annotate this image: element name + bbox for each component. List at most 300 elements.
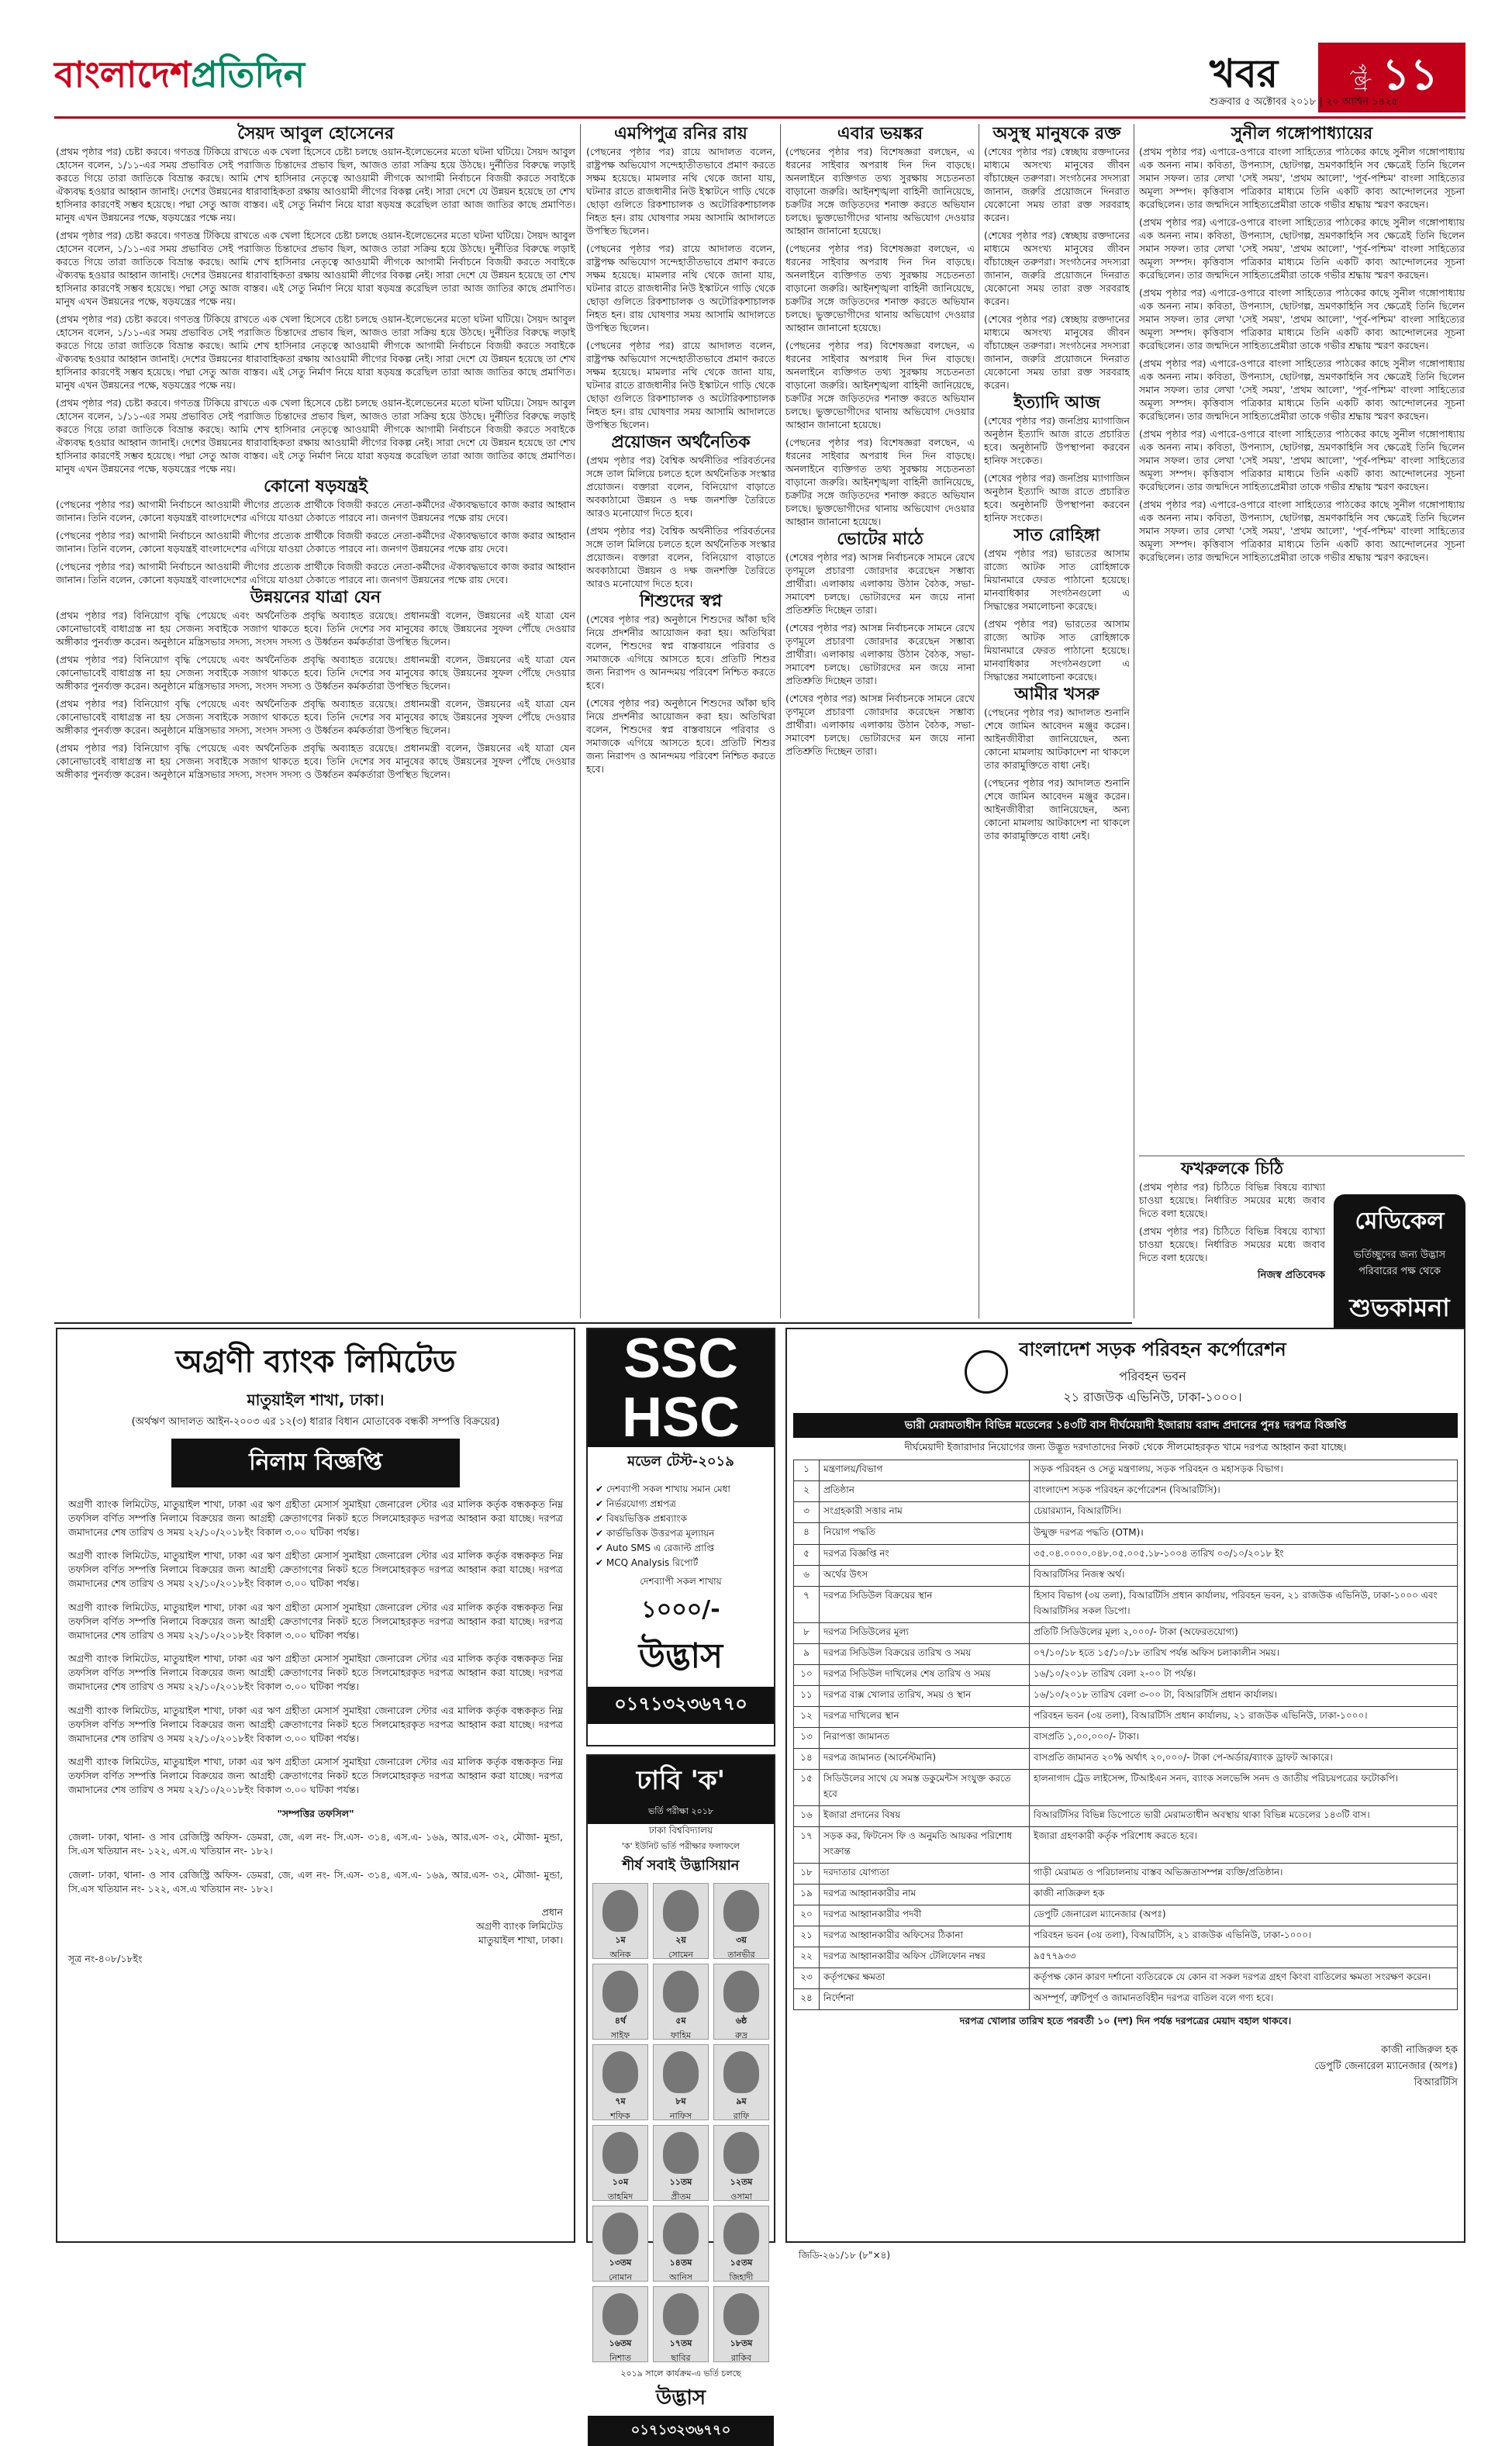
row-number: ২৩ <box>794 1968 820 1989</box>
article-title: উন্নয়নের যাত্রা যেন <box>250 587 381 607</box>
student-card <box>653 2125 709 2201</box>
row-value: কর্তৃপক্ষ কোন কারণ দর্শানো ব্যতিরেকে যে কোন বা সকল দরপত্র গ্রহণ কিংবা বাতিলের ক্ষমতা সংরক্ষণ করেন। <box>1030 1968 1458 1989</box>
student-name: নোমান <box>608 2272 633 2282</box>
row-label: নিয়োগ পদ্ধতি <box>820 1523 1030 1545</box>
article-body: (প্রথম পৃষ্ঠার পর) এপারে-ওপারে বাংলা সাহিত্যের পাঠকের কাছে সুনীল গঙ্গোপাধ্যায় এক অনন্য নাম। কবিতা, উপন্যাস, ছোটগল্প, ভ্রমণকাহিনি সব ক্ষেত্রেই তিনি ছিলেন সমান সফল। তার লেখা 'সেই সময়', 'প্রথম আলো', 'পূর্ব-পশ্চিম' বাংলা সাহিত্যের অমূল্য সম্পদ। কৃত্তিবাস পত্রিকার মাধ্যমে তিনি একটি কাব্য আন্দোলনের সূচনা করেছিলেন। তার জন্মদিনে সাহিত্যপ্রেমীরা তাকে গভীর শ্রদ্ধায় স্মরণ করছেন। <box>1139 428 1465 492</box>
row-label: দরপত্র সিডিউল দাখিলের শেষ তারিখ ও সময় <box>820 1665 1030 1686</box>
article-body: (প্রথম পৃষ্ঠার পর) বৈশ্বিক অর্থনীতির পরিবর্তনের সঙ্গে তাল মিলিয়ে চলতে হলে অর্থনৈতিক সংস্কার প্রয়োজন। বক্তারা বলেন, বিনিয়োগ বাড়াতে অবকাঠামো উন্নয়ন ও দক্ষ জনশক্তি তৈরিতে আরও মনোযোগ দিতে হবে। <box>586 454 775 519</box>
row-number: ১৯ <box>794 1885 820 1905</box>
article-body: (প্রথম পৃষ্ঠার পর) চেষ্টা করবে। গণতন্ত্র টিকিয়ে রাখতে এক খেলা হিসেবে চেষ্টা চলছে ওয়ান-ইলেভেনের মতো ঘটনা ঘটিয়ে। সৈয়দ আবুল হোসেন বলেন, ১/১১-এর সময় প্রভাবিত সেই পরাজিত চিন্তাদের প্রভাব ছিল, আজও তারা সক্রিয় হয়ে উঠছে। দুর্নীতির বিরুদ্ধে লড়াই করতে গিয়ে তারা জাতিকে বিভ্রান্ত করছে। আমি শেখ হাসিনার নেতৃত্বে আওয়ামী লীগকে আগামী নির্বাচনে বিজয়ী করতে সবাইকে ঐক্যবদ্ধ হওয়ার আহ্বান জানাই। দেশের উন্নয়নের ধারাবাহিকতা রক্ষায় আওয়ামী লীগের বিকল্প নেই। সারা দেশে যে উন্নয়ন হয়েছে তা শেখ হাসিনার কারণেই সম্ভব হয়েছে। পদ্মা সেতু আজ বাস্তব। এই সেতু নির্মাণ নিয়ে যারা ষড়যন্ত্র করেছিল তারা আজ জাতির কাছে প্রমাণিত। মানুষ এখন উন্নয়নের পক্ষে, ষড়যন্ত্রের পক্ষে নয়। <box>56 313 575 391</box>
row-value: কাজী নাজিরুল হক <box>1030 1885 1458 1905</box>
student-rank: ৩য় <box>736 1935 747 1945</box>
table-row <box>794 1827 1458 1864</box>
student-photo <box>723 2293 759 2335</box>
row-label: দরপত্র দাখিলের স্থান <box>820 1707 1030 1728</box>
tender-table <box>793 1460 1458 2010</box>
row-value: ৩৫.০৪.০০০০.০৪৮.০৫.০০৫.১৮-১০০৪ তারিখ ০৩/১০/২০১৮ ইং <box>1030 1545 1458 1566</box>
row-label: অর্থের উৎস <box>820 1566 1030 1587</box>
student-name: তাহমিদ <box>607 2192 633 2202</box>
bank-signoff: অগ্রণী ব্যাংক লিমিটেড <box>475 1920 563 1932</box>
auction-para: অগ্রণী ব্যাংক লিমিটেড, মাতুয়াইল শাখা, ঢাকা এর ঋণ গ্রহীতা মেসার্স সুমাইয়া জেনারেল স্টোর এর মালিক কর্তৃক বন্ধককৃত নিম্ন তফসিল বর্ণিত সম্পত্তি নিলামে বিক্রয়ের জন্য আগ্রহী ক্রেতাগণের নিকট হতে সিলমোহরকৃত দরপত্র আহ্বান করা যাচ্ছে। দরপত্র জমাদানের শেষ তারিখ ও সময় ২২/১০/২০১৮ইং বিকাল ৩.০০ ঘটিকা পর্যন্ত। <box>68 1498 563 1538</box>
article-body: (শেষের পৃষ্ঠার পর) আসন্ন নির্বাচনকে সামনে রেখে তৃণমূলে প্রচারণা জোরদার করেছেন সম্ভাব্য প্রার্থীরা। এলাকায় এলাকায় উঠান বৈঠক, সভা-সমাবেশ চলছে। ভোটারদের মন জয়ে নানা প্রতিশ্রুতি দিচ্ছেন তারা। <box>785 693 975 757</box>
row-value: বিআরটিসির বিভিন্ন ডিপোতে ভারী মেরামতাধীন অবস্থায় থাকা বিভিন্ন মডেলের ১৪৩টি বাস। <box>1030 1806 1458 1827</box>
sign-org: বিআরটিসি <box>1414 2077 1458 2088</box>
row-number: ৪ <box>794 1523 820 1545</box>
student-photo <box>723 1890 759 1932</box>
article-body: (শেষের পৃষ্ঠার পর) স্বেচ্ছায় রক্তদানের মাধ্যমে অসংখ্য মানুষের জীবন বাঁচাচ্ছেন তরুণরা। সংগঠনের সদস্যরা জানান, জরুরি প্রয়োজনে দিনরাত যেকোনো সময় তারা রক্ত সরবরাহ করেন। <box>984 313 1130 391</box>
student-name: আনিস <box>669 2272 692 2282</box>
auction-para: অগ্রণী ব্যাংক লিমিটেড, মাতুয়াইল শাখা, ঢাকা এর ঋণ গ্রহীতা মেসার্স সুমাইয়া জেনারেল স্টোর এর মালিক কর্তৃক বন্ধককৃত নিম্ন তফসিল বর্ণিত সম্পত্তি নিলামে বিক্রয়ের জন্য আগ্রহী ক্রেতাগণের নিকট হতে সিলমোহরকৃত দরপত্র আহ্বান করা যাচ্ছে। দরপত্র জমাদানের শেষ তারিখ ও সময় ২২/১০/২০১৮ইং বিকাল ৩.০০ ঘটিকা পর্যন্ত। <box>68 1756 563 1795</box>
student-name: রুদ্র <box>735 2030 747 2040</box>
article-title: ইত্যাদি আজ <box>1013 392 1100 413</box>
article-body: (প্রথম পৃষ্ঠার পর) এপারে-ওপারে বাংলা সাহিত্যের পাঠকের কাছে সুনীল গঙ্গোপাধ্যায় এক অনন্য নাম। কবিতা, উপন্যাস, ছোটগল্প, ভ্রমণকাহিনি সব ক্ষেত্রেই তিনি ছিলেন সমান সফল। তার লেখা 'সেই সময়', 'প্রথম আলো', 'পূর্ব-পশ্চিম' বাংলা সাহিত্যের অমূল্য সম্পদ। কৃত্তিবাস পত্রিকার মাধ্যমে তিনি একটি কাব্য আন্দোলনের সূচনা করেছিলেন। তার জন্মদিনে সাহিত্যপ্রেমীরা তাকে গভীর শ্রদ্ধায় স্মরণ করছেন। <box>1139 216 1465 281</box>
student-name: তানভীর <box>727 1950 755 1960</box>
student-name: প্রীতম <box>671 2192 691 2202</box>
row-label: দরপত্র আহ্বানকারীর অফিসের ঠিকানা <box>820 1926 1030 1947</box>
column-1 <box>56 124 575 1318</box>
student-photo <box>602 2132 638 2174</box>
row-number: ৭ <box>794 1587 820 1623</box>
row-number: ২ <box>794 1481 820 1502</box>
row-number: ২২ <box>794 1947 820 1968</box>
feature-item: ✔ নির্ভরযোগ্য প্রশ্নপত্র <box>595 1498 676 1509</box>
article-body: (শেষের পৃষ্ঠার পর) স্বেচ্ছায় রক্তদানের মাধ্যমে অসংখ্য মানুষের জীবন বাঁচাচ্ছেন তরুণরা। সংগঠনের সদস্যরা জানান, জরুরি প্রয়োজনে দিনরাত যেকোনো সময় তারা রক্ত সরবরাহ করেন। <box>984 230 1130 307</box>
article-body: (প্রথম পৃষ্ঠার পর) চিঠিতে বিভিন্ন বিষয়ে ব্যাখ্যা চাওয়া হয়েছে। নির্ধারিত সময়ের মধ্যে জবাব দিতে বলা হয়েছে। <box>1139 1225 1325 1263</box>
row-label: দরপত্র বাক্স খোলার তারিখ, সময় ও স্থান <box>820 1686 1030 1707</box>
article-body: (পেছনের পৃষ্ঠার পর) আগামী নির্বাচনে আওয়ামী লীগের প্রত্যেক প্রার্থীকে বিজয়ী করতে নেতা-কর্মীদের ঐক্যবদ্ধভাবে কাজ করার আহ্বান জানান। তিনি বলেন, কোনো ষড়যন্ত্রই বাংলাদেশের এগিয়ে যাওয়া ঠেকাতে পারবে না। জনগণ উন্নয়নের পক্ষে রায় দেবে। <box>56 499 575 523</box>
feature-item: ✔ দেশব্যাপী সকল শাখায় সমান মেধা <box>595 1484 730 1494</box>
brtc-logo-icon <box>965 1350 1008 1394</box>
dhabi-footer: ২০১৯ সালে কার্যক্রম-এ ভর্তি চলছে <box>620 2368 741 2379</box>
column-divider <box>780 124 781 1318</box>
table-row <box>794 1989 1458 2010</box>
article-body: (প্রথম পৃষ্ঠার পর) বিনিয়োগ বৃদ্ধি পেয়েছে এবং অর্থনৈতিক প্রবৃদ্ধি অব্যাহত রয়েছে। প্রধানমন্ত্রী বলেন, উন্নয়নের এই যাত্রা যেন কোনোভাবেই বাধাগ্রস্ত না হয় সেজন্য সবাইকে সজাগ থাকতে হবে। তিনি দেশের সব মানুষের কাছে উন্নয়নের সুফল পৌঁছে দেওয়ার অঙ্গীকার পুনর্ব্যক্ত করেন। অনুষ্ঠানে মন্ত্রিসভার সদস্য, সংসদ সদস্য ও উর্ধ্বতন কর্মকর্তারা উপস্থিত ছিলেন। <box>56 610 575 648</box>
student-rank: ৭ম <box>615 2096 626 2106</box>
table-row <box>794 1545 1458 1566</box>
row-label: প্রতিষ্ঠান <box>820 1481 1030 1502</box>
section-title: খবর <box>1210 50 1279 96</box>
bank-auction-ad <box>56 1328 575 2243</box>
table-row <box>794 1460 1458 1481</box>
row-label: দরপত্র আহ্বানকারীর পদবী <box>820 1905 1030 1926</box>
article-title: সৈয়দ আবুল হোসেনের <box>237 123 394 143</box>
row-number: ১১ <box>794 1686 820 1707</box>
table-row <box>794 1686 1458 1707</box>
student-card <box>592 2206 648 2282</box>
row-number: ৮ <box>794 1623 820 1644</box>
brtc-banner: ভারী মেরামতাধীন বিভিন্ন মডেলের ১৪৩টি বাস দীর্ঘমেয়াদী ইজারায় বরাদ্দ প্রদানের পুনঃ দরপত্র বিজ্ঞপ্তি <box>793 1413 1458 1438</box>
medical-wish: শুভকামনা <box>1349 1293 1450 1322</box>
feature-item: ✔ কার্ভভিত্তিক উত্তরপত্র মূল্যায়ন <box>595 1528 715 1539</box>
page-number: ১১ <box>1382 50 1438 100</box>
student-card <box>592 2286 648 2362</box>
dhabi-header <box>588 1756 774 1824</box>
student-name: ছাবির <box>671 2353 691 2363</box>
student-photo <box>663 2132 699 2174</box>
row-label: দরপত্র জামানত (আর্নেস্টমানি) <box>820 1749 1030 1770</box>
article-body: (পেছনের পৃষ্ঠার পর) বিশেষজ্ঞরা বলছেন, এ ধরনের সাইবার অপরাধ দিন দিন বাড়ছে। অনলাইনে ব্যক্তিগত তথ্য সুরক্ষায় সচেতনতা বাড়ানো জরুরি। আইনশৃঙ্খলা বাহিনী জানিয়েছে, চক্রটির সঙ্গে জড়িতদের শনাক্ত করতে অভিযান চলছে। ভুক্তভোগীদের থানায় অভিযোগ দেওয়ার আহ্বান জানানো হয়েছে। <box>785 146 975 237</box>
article-body: (পেছনের পৃষ্ঠার পর) আদালত শুনানি শেষে জামিন আবেদন মঞ্জুর করেন। আইনজীবীরা জানিয়েছেন, অন্য কোনো মামলায় আটকাদেশ না থাকলে তার কারামুক্তিতে বাধা নেই। <box>984 777 1130 841</box>
column-4 <box>984 124 1130 1442</box>
ssc-line1: SSC <box>623 1328 739 1390</box>
row-label: ইজারা প্রদানের বিষয় <box>820 1806 1030 1827</box>
student-card <box>592 1883 648 1959</box>
brtc-name: বাংলাদেশ সড়ক পরিবহন কর্পোরেশন <box>1019 1339 1286 1360</box>
page-label: পৃষ্ঠা <box>1350 64 1370 92</box>
article-body: (শেষের পৃষ্ঠার পর) জনপ্রিয় ম্যাগাজিন অনুষ্ঠান ইত্যাদি আজ রাতে প্রচারিত হবে। অনুষ্ঠানটি উপস্থাপনা করবেন হানিফ সংকেত। <box>984 472 1130 523</box>
auction-para: অগ্রণী ব্যাংক লিমিটেড, মাতুয়াইল শাখা, ঢাকা এর ঋণ গ্রহীতা মেসার্স সুমাইয়া জেনারেল স্টোর এর মালিক কর্তৃক বন্ধককৃত নিম্ন তফসিল বর্ণিত সম্পত্তি নিলামে বিক্রয়ের জন্য আগ্রহী ক্রেতাগণের নিকট হতে সিলমোহরকৃত দরপত্র আহ্বান করা যাচ্ছে। দরপত্র জমাদানের শেষ তারিখ ও সময় ২২/১০/২০১৮ইং বিকাল ৩.০০ ঘটিকা পর্যন্ত। <box>68 1653 563 1692</box>
row-number: ১৫ <box>794 1770 820 1806</box>
dhabi-sub1: ভর্তি পরীক্ষা ২০১৮ <box>648 1806 713 1816</box>
auction-body <box>57 1498 574 1967</box>
auction-heading: নিলাম বিজ্ঞপ্তি <box>171 1439 460 1487</box>
student-card <box>713 2206 769 2282</box>
student-grid <box>588 1878 774 2367</box>
column-2 <box>586 124 775 1318</box>
row-value: হিসাব বিভাগ (৩য় তলা), বিআরটিসি প্রধান কার্যালয়, পরিবহন ভবন, ২১ রাজউক এভিনিউ, ঢাকা-১০০০ এবং বিআরটিসির সকল ডিপো। <box>1030 1587 1458 1623</box>
student-name: রাফি <box>733 2111 750 2121</box>
medical-title: মেডিকেল <box>1355 1207 1445 1235</box>
row-number: ৬ <box>794 1566 820 1587</box>
price: ১০০০/- <box>641 1596 720 1623</box>
article-body: (প্রথম পৃষ্ঠার পর) চিঠিতে বিভিন্ন বিষয়ে ব্যাখ্যা চাওয়া হয়েছে। নির্ধারিত সময়ের মধ্যে জবাব দিতে বলা হয়েছে। <box>1139 1181 1325 1219</box>
student-name: ফাহিম <box>670 2030 692 2040</box>
student-rank: ১৭তম <box>669 2338 692 2348</box>
table-row <box>794 1947 1458 1968</box>
row-label: নির্দেশনা <box>820 1989 1030 2010</box>
row-value: সড়ক পরিবহন ও সেতু মন্ত্রণালয়, সড়ক পরিবহন ও মহাসড়ক বিভাগ। <box>1030 1460 1458 1481</box>
brtc-header <box>793 1335 1458 1408</box>
row-label: দরপত্র বিজ্ঞপ্তি নং <box>820 1545 1030 1566</box>
article-body: (শেষের পৃষ্ঠার পর) স্বেচ্ছায় রক্তদানের মাধ্যমে অসংখ্য মানুষের জীবন বাঁচাচ্ছেন তরুণরা। সংগঠনের সদস্যরা জানান, জরুরি প্রয়োজনে দিনরাত যেকোনো সময় তারা রক্ত সরবরাহ করেন। <box>984 146 1130 223</box>
article-body: (প্রথম পৃষ্ঠার পর) বিনিয়োগ বৃদ্ধি পেয়েছে এবং অর্থনৈতিক প্রবৃদ্ধি অব্যাহত রয়েছে। প্রধানমন্ত্রী বলেন, উন্নয়নের এই যাত্রা যেন কোনোভাবেই বাধাগ্রস্ত না হয় সেজন্য সবাইকে সজাগ থাকতে হবে। তিনি দেশের সব মানুষের কাছে উন্নয়নের সুফল পৌঁছে দেওয়ার অঙ্গীকার পুনর্ব্যক্ত করেন। অনুষ্ঠানে মন্ত্রিসভার সদস্য, সংসদ সদস্য ও উর্ধ্বতন কর্মকর্তারা উপস্থিত ছিলেন। <box>56 698 575 736</box>
student-rank: ১১তম <box>669 2177 692 2187</box>
table-row <box>794 1864 1458 1885</box>
article-body: (প্রথম পৃষ্ঠার পর) বিনিয়োগ বৃদ্ধি পেয়েছে এবং অর্থনৈতিক প্রবৃদ্ধি অব্যাহত রয়েছে। প্রধানমন্ত্রী বলেন, উন্নয়নের এই যাত্রা যেন কোনোভাবেই বাধাগ্রস্ত না হয় সেজন্য সবাইকে সজাগ থাকতে হবে। তিনি দেশের সব মানুষের কাছে উন্নয়নের সুফল পৌঁছে দেওয়ার অঙ্গীকার পুনর্ব্যক্ত করেন। অনুষ্ঠানে মন্ত্রিসভার সদস্য, সংসদ সদস্য ও উর্ধ্বতন কর্মকর্তারা উপস্থিত ছিলেন। <box>56 742 575 780</box>
article-title: প্রয়োজন অর্থনৈতিক <box>611 432 751 452</box>
article-body: (পেছনের পৃষ্ঠার পর) রায়ে আদালত বলেন, রাষ্ট্রপক্ষ অভিযোগ সন্দেহাতীতভাবে প্রমাণ করতে সক্ষম হয়েছে। মামলার নথি থেকে জানা যায়, ঘটনার রাতে রাজধানীর নিউ ইস্কাটনে গাড়ি থেকে ছোড়া গুলিতে রিকশাচালক ও অটোরিকশাচালক নিহত হন। রায় ঘোষণার সময় আসামি আদালতে উপস্থিত ছিলেন। <box>586 243 775 333</box>
row-value: ১৬/১০/২০১৮ তারিখ বেলা ৩-০০ টা, বিআরটিসি প্রধান কার্যালয়। <box>1030 1686 1458 1707</box>
student-rank: ৪র্থ <box>614 2016 627 2026</box>
article-byline: নিজস্ব প্রতিবেদক <box>1257 1270 1325 1281</box>
row-label: দরপত্র সিডিউল বিক্রয়ের তারিখ ও সময় <box>820 1644 1030 1665</box>
student-card <box>592 2125 648 2201</box>
row-value: ১৬/১০/২০১৮ তারিখ বেলা ২-০০ টা পর্যন্ত। <box>1030 1665 1458 1686</box>
row-number: ১ <box>794 1460 820 1481</box>
logo-green: প্রতিদিন <box>191 54 306 95</box>
table-row <box>794 1905 1458 1926</box>
article-body: (পেছনের পৃষ্ঠার পর) রায়ে আদালত বলেন, রাষ্ট্রপক্ষ অভিযোগ সন্দেহাতীতভাবে প্রমাণ করতে সক্ষম হয়েছে। মামলার নথি থেকে জানা যায়, ঘটনার রাতে রাজধানীর নিউ ইস্কাটনে গাড়ি থেকে ছোড়া গুলিতে রিকশাচালক ও অটোরিকশাচালক নিহত হন। রায় ঘোষণার সময় আসামি আদালতে উপস্থিত ছিলেন। <box>586 340 775 430</box>
bank-name: অগ্রণী ব্যাংক লিমিটেড <box>175 1343 456 1380</box>
student-name: সাইফ <box>610 2030 630 2040</box>
row-label: কর্তৃপক্ষের ক্ষমতা <box>820 1968 1030 1989</box>
student-photo <box>602 1890 638 1932</box>
row-number: ১৪ <box>794 1749 820 1770</box>
row-value: ইজারা গ্রহণকারী কর্তৃক পরিশোধ করতে হবে। <box>1030 1827 1458 1864</box>
row-value: ০৭/১০/১৮ হতে ১৫/১০/১৮ তারিখ পর্যন্ত অফিস চলাকালীন সময়। <box>1030 1644 1458 1665</box>
student-card <box>653 2286 709 2362</box>
schedule-title: "সম্পত্তির তফসিল" <box>277 1807 354 1819</box>
bank-branch: মাতুয়াইল শাখা, ঢাকা। <box>247 1391 385 1409</box>
student-photo <box>602 2293 638 2335</box>
student-card <box>713 1883 769 1959</box>
row-value: বিআরটিসির নিজস্ব অর্থ। <box>1030 1566 1458 1587</box>
dhabi-sub3: 'ক' ইউনিট ভর্তি পরীক্ষার ফলাফলে <box>621 1841 740 1851</box>
student-card <box>713 2125 769 2201</box>
article-body: (শেষের পৃষ্ঠার পর) জনপ্রিয় ম্যাগাজিন অনুষ্ঠান ইত্যাদি আজ রাতে প্রচারিত হবে। অনুষ্ঠানটি উপস্থাপনা করবেন হানিফ সংকেত। <box>984 415 1130 466</box>
article-body: (প্রথম পৃষ্ঠার পর) এপারে-ওপারে বাংলা সাহিত্যের পাঠকের কাছে সুনীল গঙ্গোপাধ্যায় এক অনন্য নাম। কবিতা, উপন্যাস, ছোটগল্প, ভ্রমণকাহিনি সব ক্ষেত্রেই তিনি ছিলেন সমান সফল। তার লেখা 'সেই সময়', 'প্রথম আলো', 'পূর্ব-পশ্চিম' বাংলা সাহিত্যের অমূল্য সম্পদ। কৃত্তিবাস পত্রিকার মাধ্যমে তিনি একটি কাব্য আন্দোলনের সূচনা করেছিলেন। তার জন্মদিনে সাহিত্যপ্রেমীরা তাকে গভীর শ্রদ্ধায় স্মরণ করছেন। <box>1139 146 1465 210</box>
article-body: (প্রথম পৃষ্ঠার পর) এপারে-ওপারে বাংলা সাহিত্যের পাঠকের কাছে সুনীল গঙ্গোপাধ্যায় এক অনন্য নাম। কবিতা, উপন্যাস, ছোটগল্প, ভ্রমণকাহিনি সব ক্ষেত্রেই তিনি ছিলেন সমান সফল। তার লেখা 'সেই সময়', 'প্রথম আলো', 'পূর্ব-পশ্চিম' বাংলা সাহিত্যের অমূল্য সম্পদ। কৃত্তিবাস পত্রিকার মাধ্যমে তিনি একটি কাব্য আন্দোলনের সূচনা করেছিলেন। তার জন্মদিনে সাহিত্যপ্রেমীরা তাকে গভীর শ্রদ্ধায় স্মরণ করছেন। <box>1139 499 1465 563</box>
schedule-body: জেলা- ঢাকা, থানা- ও সাব রেজিস্ট্রি অফিস- ডেমরা, জে, এল নং- সি.এস- ৩১৪, এস.এ- ১৬৯, আর.এস- ৩২, মৌজা- মুন্ডা, সি.এস খতিয়ান নং- ১২২, এস.এ খতিয়ান নং- ১৮২। <box>68 1868 563 1895</box>
article-body: (পেছনের পৃষ্ঠার পর) রায়ে আদালত বলেন, রাষ্ট্রপক্ষ অভিযোগ সন্দেহাতীতভাবে প্রমাণ করতে সক্ষম হয়েছে। মামলার নথি থেকে জানা যায়, ঘটনার রাতে রাজধানীর নিউ ইস্কাটনে গাড়ি থেকে ছোড়া গুলিতে রিকশাচালক ও অটোরিকশাচালক নিহত হন। রায় ঘোষণার সময় আসামি আদালতে উপস্থিত ছিলেন। <box>586 146 775 237</box>
article-body: (প্রথম পৃষ্ঠার পর) চেষ্টা করবে। গণতন্ত্র টিকিয়ে রাখতে এক খেলা হিসেবে চেষ্টা চলছে ওয়ান-ইলেভেনের মতো ঘটনা ঘটিয়ে। সৈয়দ আবুল হোসেন বলেন, ১/১১-এর সময় প্রভাবিত সেই পরাজিত চিন্তাদের প্রভাব ছিল, আজও তারা সক্রিয় হয়ে উঠছে। দুর্নীতির বিরুদ্ধে লড়াই করতে গিয়ে তারা জাতিকে বিভ্রান্ত করছে। আমি শেখ হাসিনার নেতৃত্বে আওয়ামী লীগকে আগামী নির্বাচনে বিজয়ী করতে সবাইকে ঐক্যবদ্ধ হওয়ার আহ্বান জানাই। দেশের উন্নয়নের ধারাবাহিকতা রক্ষায় আওয়ামী লীগের বিকল্প নেই। সারা দেশে যে উন্নয়ন হয়েছে তা শেখ হাসিনার কারণেই সম্ভব হয়েছে। পদ্মা সেতু আজ বাস্তব। এই সেতু নির্মাণ নিয়ে যারা ষড়যন্ত্র করেছিল তারা আজ জাতির কাছে প্রমাণিত। মানুষ এখন উন্নয়নের পক্ষে, ষড়যন্ত্রের পক্ষে নয়। <box>56 230 575 307</box>
article-body: (শেষের পৃষ্ঠার পর) আসন্ন নির্বাচনকে সামনে রেখে তৃণমূলে প্রচারণা জোরদার করেছেন সম্ভাব্য প্রার্থীরা। এলাকায় এলাকায় উঠান বৈঠক, সভা-সমাবেশ চলছে। ভোটারদের মন জয়ে নানা প্রতিশ্রুতি দিচ্ছেন তারা। <box>785 622 975 686</box>
brtc-tender-ad <box>785 1328 1465 2243</box>
logo-red: বাংলাদেশ <box>54 54 192 95</box>
student-rank: ১৮তম <box>730 2338 753 2348</box>
article-body: (প্রথম পৃষ্ঠার পর) ভারতের আসাম রাজ্যে আটক সাত রোহিঙ্গাকে মিয়ানমারে ফেরত পাঠানো হয়েছে। মানবাধিকার সংগঠনগুলো এ সিদ্ধান্তের সমালোচনা করেছে। <box>984 618 1130 682</box>
ssc-banner <box>588 1329 774 1447</box>
article-body: (পেছনের পৃষ্ঠার পর) বিশেষজ্ঞরা বলছেন, এ ধরনের সাইবার অপরাধ দিন দিন বাড়ছে। অনলাইনে ব্যক্তিগত তথ্য সুরক্ষায় সচেতনতা বাড়ানো জরুরি। আইনশৃঙ্খলা বাহিনী জানিয়েছে, চক্রটির সঙ্গে জড়িতদের শনাক্ত করতে অভিযান চলছে। ভুক্তভোগীদের থানায় অভিযোগ দেওয়ার আহ্বান জানানো হয়েছে। <box>785 243 975 333</box>
dhabi-phone: ০১৭১৩২৩৬৭৭০ <box>588 2416 774 2446</box>
price-label: দেশব্যাপী সকল শাখায় <box>640 1576 722 1587</box>
ad-ref: জিডি-২৬১/১৮ (৮"×৪) <box>799 2250 891 2261</box>
ssc-line2: HSC <box>621 1387 740 1449</box>
student-rank: ১২তম <box>730 2177 753 2187</box>
row-label: মন্ত্রণালয়/বিভাগ <box>820 1460 1030 1481</box>
row-label: সড়ক কর, ফিটনেস ফি ও অনুমতি আয়কর পরিশোধ সংক্রান্ত <box>820 1827 1030 1864</box>
student-name: সোমেন <box>668 1950 693 1960</box>
student-photo <box>723 1971 759 2012</box>
student-name: জিহাদী <box>729 2272 754 2282</box>
row-value: পরিবহন ভবন (৩য় তলা), বিআরটিসি, ২১ রাজউক এভিনিউ, ঢাকা-১০০০। <box>1030 1926 1458 1947</box>
row-number: ৯ <box>794 1644 820 1665</box>
article-body: (প্রথম পৃষ্ঠার পর) চেষ্টা করবে। গণতন্ত্র টিকিয়ে রাখতে এক খেলা হিসেবে চেষ্টা চলছে ওয়ান-ইলেভেনের মতো ঘটনা ঘটিয়ে। সৈয়দ আবুল হোসেন বলেন, ১/১১-এর সময় প্রভাবিত সেই পরাজিত চিন্তাদের প্রভাব ছিল, আজও তারা সক্রিয় হয়ে উঠছে। দুর্নীতির বিরুদ্ধে লড়াই করতে গিয়ে তারা জাতিকে বিভ্রান্ত করছে। আমি শেখ হাসিনার নেতৃত্বে আওয়ামী লীগকে আগামী নির্বাচনে বিজয়ী করতে সবাইকে ঐক্যবদ্ধ হওয়ার আহ্বান জানাই। দেশের উন্নয়নের ধারাবাহিকতা রক্ষায় আওয়ামী লীগের বিকল্প নেই। সারা দেশে যে উন্নয়ন হয়েছে তা শেখ হাসিনার কারণেই সম্ভব হয়েছে। পদ্মা সেতু আজ বাস্তব। এই সেতু নির্মাণ নিয়ে যারা ষড়যন্ত্র করেছিল তারা আজ জাতির কাছে প্রমাণিত। মানুষ এখন উন্নয়নের পক্ষে, ষড়যন্ত্রের পক্ষে নয়। <box>56 146 575 223</box>
article-title: সাত রোহিঙ্গা <box>1013 525 1100 545</box>
article-body: (প্রথম পৃষ্ঠার পর) ভারতের আসাম রাজ্যে আটক সাত রোহিঙ্গাকে মিয়ানমারে ফেরত পাঠানো হয়েছে। মানবাধিকার সংগঠনগুলো এ সিদ্ধান্তের সমালোচনা করেছে। <box>984 548 1130 612</box>
student-rank: ১৩তম <box>609 2258 632 2268</box>
dateline: শুক্রবার ৫ অক্টোবর ২০১৮ | ২০ আশ্বিন ১৪২৫ <box>1210 96 1398 108</box>
row-label: দরপত্র সিডিউল বিক্রয়ের স্থান <box>820 1587 1030 1623</box>
student-photo <box>663 1890 699 1932</box>
dhabi-brand: উদ্ভাস <box>655 2386 706 2410</box>
student-name: রাকিব <box>730 2353 752 2363</box>
column-5 <box>1139 124 1465 1148</box>
bank-signoff: প্রধান <box>541 1906 563 1918</box>
row-value: হালনাগাদ ট্রেড লাইসেন্স, টিআইএন সনদ, ব্যাংক সলভেন্সি সনদ ও জাতীয় পরিচয়পত্রের ফটোকপি। <box>1030 1770 1458 1806</box>
student-rank: ১৫তম <box>730 2258 753 2268</box>
article-title: অসুস্থ মানুষকে রক্ত <box>992 123 1121 143</box>
table-row <box>794 1481 1458 1502</box>
student-name: অনিক <box>609 1950 631 1960</box>
phone: ০১৭১৩২৩৬৭৭০ <box>588 1687 774 1724</box>
schedule-body: জেলা- ঢাকা, থানা- ও সাব রেজিস্ট্রি অফিস- ডেমরা, জে, এল নং- সি.এস- ৩১৪, এস.এ- ১৬৯, আর.এস- ৩২, মৌজা- মুন্ডা, সি.এস খতিয়ান নং- ১২২, এস.এ খতিয়ান নং- ১৮২। <box>68 1831 563 1857</box>
masthead-logo <box>54 48 305 107</box>
row-number: ৫ <box>794 1545 820 1566</box>
article-title: সুনীল গঙ্গোপাধ্যায়ের <box>1231 123 1373 143</box>
article-body: (প্রথম পৃষ্ঠার পর) এপারে-ওপারে বাংলা সাহিত্যের পাঠকের কাছে সুনীল গঙ্গোপাধ্যায় এক অনন্য নাম। কবিতা, উপন্যাস, ছোটগল্প, ভ্রমণকাহিনি সব ক্ষেত্রেই তিনি ছিলেন সমান সফল। তার লেখা 'সেই সময়', 'প্রথম আলো', 'পূর্ব-পশ্চিম' বাংলা সাহিত্যের অমূল্য সম্পদ। কৃত্তিবাস পত্রিকার মাধ্যমে তিনি একটি কাব্য আন্দোলনের সূচনা করেছিলেন। তার জন্মদিনে সাহিত্যপ্রেমীরা তাকে গভীর শ্রদ্ধায় স্মরণ করছেন। <box>1139 287 1465 351</box>
table-row <box>794 1707 1458 1728</box>
row-label: দরপত্র সিডিউলের মূল্য <box>820 1623 1030 1644</box>
row-number: ১০ <box>794 1665 820 1686</box>
student-rank: ৫ম <box>675 2016 686 2026</box>
article-title: কোনো ষড়যন্ত্রই <box>264 476 368 496</box>
article-title: আমীর খসরু <box>1014 684 1099 704</box>
row-value: প্রতিটি সিডিউলের মূল্য ২,০০০/- টাকা (অফেরতযোগ্য) <box>1030 1623 1458 1644</box>
dhabi-title: ঢাবি 'ক' <box>636 1765 726 1796</box>
medical-sub: ভর্তিচ্ছুদের জন্য উদ্ভাস পরিবারের পক্ষ থেকে <box>1353 1249 1446 1277</box>
article-body: (পেছনের পৃষ্ঠার পর) বিশেষজ্ঞরা বলছেন, এ ধরনের সাইবার অপরাধ দিন দিন বাড়ছে। অনলাইনে ব্যক্তিগত তথ্য সুরক্ষায় সচেতনতা বাড়ানো জরুরি। আইনশৃঙ্খলা বাহিনী জানিয়েছে, চক্রটির সঙ্গে জড়িতদের শনাক্ত করতে অভিযান চলছে। ভুক্তভোগীদের থানায় অভিযোগ দেওয়ার আহ্বান জানানো হয়েছে। <box>785 340 975 430</box>
row-value: গাড়ী মেরামত ও পরিচালনায় বাস্তব অভিজ্ঞতাসম্পন্ন ব্যক্তি/প্রতিষ্ঠান। <box>1030 1864 1458 1885</box>
student-card <box>653 1964 709 2040</box>
row-value: চেয়ারম্যান, বিআরটিসি। <box>1030 1502 1458 1523</box>
row-value: বাসপ্রতি জামানত ২০% অর্থাৎ ২০,০০০/- টাকা পে-অর্ডার/ব্যাংক ড্রাফট আকারে। <box>1030 1749 1458 1770</box>
row-number: ২১ <box>794 1926 820 1947</box>
student-card <box>713 2286 769 2362</box>
table-row <box>794 1968 1458 1989</box>
table-row <box>794 1623 1458 1644</box>
student-rank: ৮ম <box>675 2096 686 2106</box>
article-title: এমপিপুত্র রনির রায় <box>614 123 747 143</box>
brtc-intro: দীর্ঘমেয়াদী ইজারাদার নিয়োগের জন্য উদ্ভূত দরদাতাদের নিকট থেকে সীলমোহরকৃত খামে দরপত্র আহ্বান করা যাচ্ছে। <box>904 1441 1347 1453</box>
article-title: ভোটের মাঠে <box>837 529 923 549</box>
bank-note: (অর্থঋণ আদালত আইন-২০০৩ এর ১২(৩) ধারার বিধান মোতাবেক বন্ধকী সম্পত্তি বিক্রয়ের) <box>131 1416 500 1428</box>
row-number: ১৮ <box>794 1864 820 1885</box>
feature-item: ✔ বিষয়ভিত্তিক প্রশ্নব্যাংক <box>595 1513 687 1524</box>
table-row <box>794 1665 1458 1686</box>
student-rank: ১ম <box>615 1935 626 1945</box>
article-body: (শেষের পৃষ্ঠার পর) অনুষ্ঠানে শিশুদের আঁকা ছবি নিয়ে প্রদর্শনীর আয়োজন করা হয়। অতিথিরা বলেন, শিশুদের স্বপ্ন বাস্তবায়নে পরিবার ও সমাজকে এগিয়ে আসতে হবে। প্রতিটি শিশুর জন্য নিরাপদ ও আনন্দময় পরিবেশ নিশ্চিত করতে হবে। <box>586 613 775 691</box>
article-title: শিশুদের স্বপ্ন <box>639 591 723 611</box>
article-body: (পেছনের পৃষ্ঠার পর) আগামী নির্বাচনে আওয়ামী লীগের প্রত্যেক প্রার্থীকে বিজয়ী করতে নেতা-কর্মীদের ঐক্যবদ্ধভাবে কাজ করার আহ্বান জানান। তিনি বলেন, কোনো ষড়যন্ত্রই বাংলাদেশের এগিয়ে যাওয়া ঠেকাতে পারবে না। জনগণ উন্নয়নের পক্ষে রায় দেবে। <box>56 530 575 554</box>
article-body: (শেষের পৃষ্ঠার পর) অনুষ্ঠানে শিশুদের আঁকা ছবি নিয়ে প্রদর্শনীর আয়োজন করা হয়। অতিথিরা বলেন, শিশুদের স্বপ্ন বাস্তবায়নে পরিবার ও সমাজকে এগিয়ে আসতে হবে। প্রতিটি শিশুর জন্য নিরাপদ ও আনন্দময় পরিবেশ নিশ্চিত করতে হবে। <box>586 697 775 775</box>
student-rank: ৬ষ্ঠ <box>735 2016 747 2026</box>
auction-para: অগ্রণী ব্যাংক লিমিটেড, মাতুয়াইল শাখা, ঢাকা এর ঋণ গ্রহীতা মেসার্স সুমাইয়া জেনারেল স্টোর এর মালিক কর্তৃক বন্ধককৃত নিম্ন তফসিল বর্ণিত সম্পত্তি নিলামে বিক্রয়ের জন্য আগ্রহী ক্রেতাগণের নিকট হতে সিলমোহরকৃত দরপত্র আহ্বান করা যাচ্ছে। দরপত্র জমাদানের শেষ তারিখ ও সময় ২২/১০/২০১৮ইং বিকাল ৩.০০ ঘটিকা পর্যন্ত। <box>68 1549 563 1589</box>
student-name: শফিক <box>610 2111 630 2121</box>
table-row <box>794 1644 1458 1665</box>
row-value: বাংলাদেশ সড়ক পরিবহন কর্পোরেশন (বিআরটিসি)। <box>1030 1481 1458 1502</box>
dhabi-headline: শীর্ষ সবাই উদ্ভাসিয়ান <box>622 1857 740 1874</box>
row-value: ডেপুটি জেনারেল ম্যানেজার (অপঃ) <box>1030 1905 1458 1926</box>
brtc-footer: দরপত্র খোলার তারিখ হতে পরবর্তী ১০ (দশ) দিন পর্যন্ত দরপত্রের মেয়াদ বহাল থাকবে। <box>959 2015 1292 2026</box>
student-photo <box>663 2051 699 2093</box>
table-row <box>794 1587 1458 1623</box>
student-photo <box>663 1971 699 2012</box>
student-rank: ১৪তম <box>669 2258 692 2268</box>
bank-ref: সূত্র নং-৪০৮/১৮ইং <box>68 1953 143 1964</box>
row-label: সিডিউলের সাথে যে সমস্ত ডকুমেন্টস সংযুক্ত করতে হবে <box>820 1770 1030 1806</box>
masthead-rule <box>54 116 1465 119</box>
article-body: (পেছনের পৃষ্ঠার পর) আগামী নির্বাচনে আওয়ামী লীগের প্রত্যেক প্রার্থীকে বিজয়ী করতে নেতা-কর্মীদের ঐক্যবদ্ধভাবে কাজ করার আহ্বান জানান। তিনি বলেন, কোনো ষড়যন্ত্রই বাংলাদেশের এগিয়ে যাওয়া ঠেকাতে পারবে না। জনগণ উন্নয়নের পক্ষে রায় দেবে। <box>56 561 575 586</box>
article-body: (প্রথম পৃষ্ঠার পর) বৈশ্বিক অর্থনীতির পরিবর্তনের সঙ্গে তাল মিলিয়ে চলতে হলে অর্থনৈতিক সংস্কার প্রয়োজন। বক্তারা বলেন, বিনিয়োগ বাড়াতে অবকাঠামো উন্নয়ন ও দক্ষ জনশক্তি তৈরিতে আরও মনোযোগ দিতে হবে। <box>586 525 775 589</box>
brtc-address: ২১ রাজউক এভিনিউ, ঢাকা-১০০০। <box>1063 1390 1242 1404</box>
student-card <box>713 2044 769 2120</box>
table-row <box>794 1926 1458 1947</box>
student-card <box>653 2206 709 2282</box>
row-value: অসম্পূর্ণ, ত্রুটিপূর্ণ ও জামানতবিহীন দরপত্র বাতিল বলে গণ্য হবে। <box>1030 1989 1458 2010</box>
table-row <box>794 1770 1458 1806</box>
auction-para: অগ্রণী ব্যাংক লিমিটেড, মাতুয়াইল শাখা, ঢাকা এর ঋণ গ্রহীতা মেসার্স সুমাইয়া জেনারেল স্টোর এর মালিক কর্তৃক বন্ধককৃত নিম্ন তফসিল বর্ণিত সম্পত্তি নিলামে বিক্রয়ের জন্য আগ্রহী ক্রেতাগণের নিকট হতে সিলমোহরকৃত দরপত্র আহ্বান করা যাচ্ছে। দরপত্র জমাদানের শেষ তারিখ ও সময় ২২/১০/২০১৮ইং বিকাল ৩.০০ ঘটিকা পর্যন্ত। <box>68 1704 563 1744</box>
student-name: ওসামা <box>730 2192 752 2202</box>
row-label: দরদাতার যোগ্যতা <box>820 1864 1030 1885</box>
student-card <box>653 1883 709 1959</box>
student-rank: ১৬তম <box>609 2338 632 2348</box>
bank-signoff: মাতুয়াইল শাখা, ঢাকা। <box>478 1934 563 1946</box>
article-title: এবার ভয়ঙ্কর <box>837 123 923 143</box>
student-photo <box>602 2213 638 2254</box>
row-number: ১৬ <box>794 1806 820 1827</box>
student-name: নাফিস <box>669 2111 692 2121</box>
student-photo <box>663 2293 699 2335</box>
student-photo <box>602 2051 638 2093</box>
student-rank: ২য় <box>675 1935 686 1945</box>
row-label: দরপত্র আহ্বানকারীর নাম <box>820 1885 1030 1905</box>
row-number: ৩ <box>794 1502 820 1523</box>
row-label: দরপত্র আহ্বানকারীর অফিস টেলিফোন নম্বর <box>820 1947 1030 1968</box>
table-row <box>794 1502 1458 1523</box>
auction-para: অগ্রণী ব্যাংক লিমিটেড, মাতুয়াইল শাখা, ঢাকা এর ঋণ গ্রহীতা মেসার্স সুমাইয়া জেনারেল স্টোর এর মালিক কর্তৃক বন্ধককৃত নিম্ন তফসিল বর্ণিত সম্পত্তি নিলামে বিক্রয়ের জন্য আগ্রহী ক্রেতাগণের নিকট হতে সিলমোহরকৃত দরপত্র আহ্বান করা যাচ্ছে। দরপত্র জমাদানের শেষ তারিখ ও সময় ২২/১০/২০১৮ইং বিকাল ৩.০০ ঘটিকা পর্যন্ত। <box>68 1601 563 1641</box>
brtc-building: পরিবহন ভবন <box>1119 1369 1186 1384</box>
brtc-signature <box>793 2043 1458 2092</box>
article-body: (পেছনের পৃষ্ঠার পর) বিশেষজ্ঞরা বলছেন, এ ধরনের সাইবার অপরাধ দিন দিন বাড়ছে। অনলাইনে ব্যক্তিগত তথ্য সুরক্ষায় সচেতনতা বাড়ানো জরুরি। আইনশৃঙ্খলা বাহিনী জানিয়েছে, চক্রটির সঙ্গে জড়িতদের শনাক্ত করতে অভিযান চলছে। ভুক্তভোগীদের থানায় অভিযোগ দেওয়ার আহ্বান জানানো হয়েছে। <box>785 437 975 527</box>
sign-title: ডেপুটি জেনারেল ম্যানেজার (অপঃ) <box>1314 2061 1458 2072</box>
dhabi-ad <box>586 1754 775 2438</box>
column-divider <box>580 124 581 1318</box>
table-row <box>794 1523 1458 1545</box>
row-label: নিরাপত্তা জামানত <box>820 1728 1030 1749</box>
table-row <box>794 1885 1458 1905</box>
row-number: ২৪ <box>794 1989 820 2010</box>
row-value: বাসপ্রতি ১,০০,০০০/- টাকা। <box>1030 1728 1458 1749</box>
article-body: (শেষের পৃষ্ঠার পর) আসন্ন নির্বাচনকে সামনে রেখে তৃণমূলে প্রচারণা জোরদার করেছেন সম্ভাব্য প্রার্থীরা। এলাকায় এলাকায় উঠান বৈঠক, সভা-সমাবেশ চলছে। ভোটারদের মন জয়ে নানা প্রতিশ্রুতি দিচ্ছেন তারা। <box>785 551 975 616</box>
student-card <box>653 2044 709 2120</box>
student-name: নিশাত <box>609 2353 631 2363</box>
sign-name: কাজী নাজিরুল হক <box>1381 2044 1458 2056</box>
ssc-subtitle: মডেল টেস্ট-২০১৯ <box>627 1453 734 1470</box>
table-row <box>794 1728 1458 1749</box>
article-title: ফখরুলকে চিঠি <box>1181 1159 1283 1179</box>
table-row <box>794 1566 1458 1587</box>
row-label: সংগ্রহকারী সত্তার নাম <box>820 1502 1030 1523</box>
row-number: ২০ <box>794 1905 820 1926</box>
student-photo <box>723 2132 759 2174</box>
student-rank: ১০ম <box>612 2177 629 2187</box>
ssc-ad <box>586 1328 775 1746</box>
column-3 <box>785 124 975 1163</box>
row-number: ১৭ <box>794 1827 820 1864</box>
table-row <box>794 1749 1458 1770</box>
student-card <box>713 1964 769 2040</box>
article-body: (প্রথম পৃষ্ঠার পর) বিনিয়োগ বৃদ্ধি পেয়েছে এবং অর্থনৈতিক প্রবৃদ্ধি অব্যাহত রয়েছে। প্রধানমন্ত্রী বলেন, উন্নয়নের এই যাত্রা যেন কোনোভাবেই বাধাগ্রস্ত না হয় সেজন্য সবাইকে সজাগ থাকতে হবে। তিনি দেশের সব মানুষের কাছে উন্নয়নের সুফল পৌঁছে দেওয়ার অঙ্গীকার পুনর্ব্যক্ত করেন। অনুষ্ঠানে মন্ত্রিসভার সদস্য, সংসদ সদস্য ও উর্ধ্বতন কর্মকর্তারা উপস্থিত ছিলেন। <box>56 654 575 692</box>
feature-item: ✔ Auto SMS এ রেজাল্ট প্রাপ্তি <box>595 1543 715 1553</box>
article-body: (পেছনের পৃষ্ঠার পর) আদালত শুনানি শেষে জামিন আবেদন মঞ্জুর করেন। আইনজীবীরা জানিয়েছেন, অন্য কোনো মামলায় আটকাদেশ না থাকলে তার কারামুক্তিতে বাধা নেই। <box>984 707 1130 771</box>
article-body: (প্রথম পৃষ্ঠার পর) এপারে-ওপারে বাংলা সাহিত্যের পাঠকের কাছে সুনীল গঙ্গোপাধ্যায় এক অনন্য নাম। কবিতা, উপন্যাস, ছোটগল্প, ভ্রমণকাহিনি সব ক্ষেত্রেই তিনি ছিলেন সমান সফল। তার লেখা 'সেই সময়', 'প্রথম আলো', 'পূর্ব-পশ্চিম' বাংলা সাহিত্যের অমূল্য সম্পদ। কৃত্তিবাস পত্রিকার মাধ্যমে তিনি একটি কাব্য আন্দোলনের সূচনা করেছিলেন। তার জন্মদিনে সাহিত্যপ্রেমীরা তাকে গভীর শ্রদ্ধায় স্মরণ করছেন। <box>1139 358 1465 422</box>
student-photo <box>602 1971 638 2012</box>
student-rank: ৯ম <box>736 2096 747 2106</box>
student-photo <box>723 2051 759 2093</box>
feature-item: ✔ MCQ Analysis রিপোর্ট <box>595 1557 699 1568</box>
brand: উদ্ভাস <box>638 1636 723 1676</box>
student-card <box>592 1964 648 2040</box>
ad-divider <box>54 1322 1132 1324</box>
table-row <box>794 1806 1458 1827</box>
row-number: ১৩ <box>794 1728 820 1749</box>
ssc-features <box>588 1477 774 1575</box>
row-value: ৯৫৭৭৯৩৩ <box>1030 1947 1458 1968</box>
dhabi-sub2: ঢাকা বিশ্ববিদ্যালয় <box>648 1825 713 1836</box>
student-photo <box>663 2213 699 2254</box>
row-number: ১২ <box>794 1707 820 1728</box>
